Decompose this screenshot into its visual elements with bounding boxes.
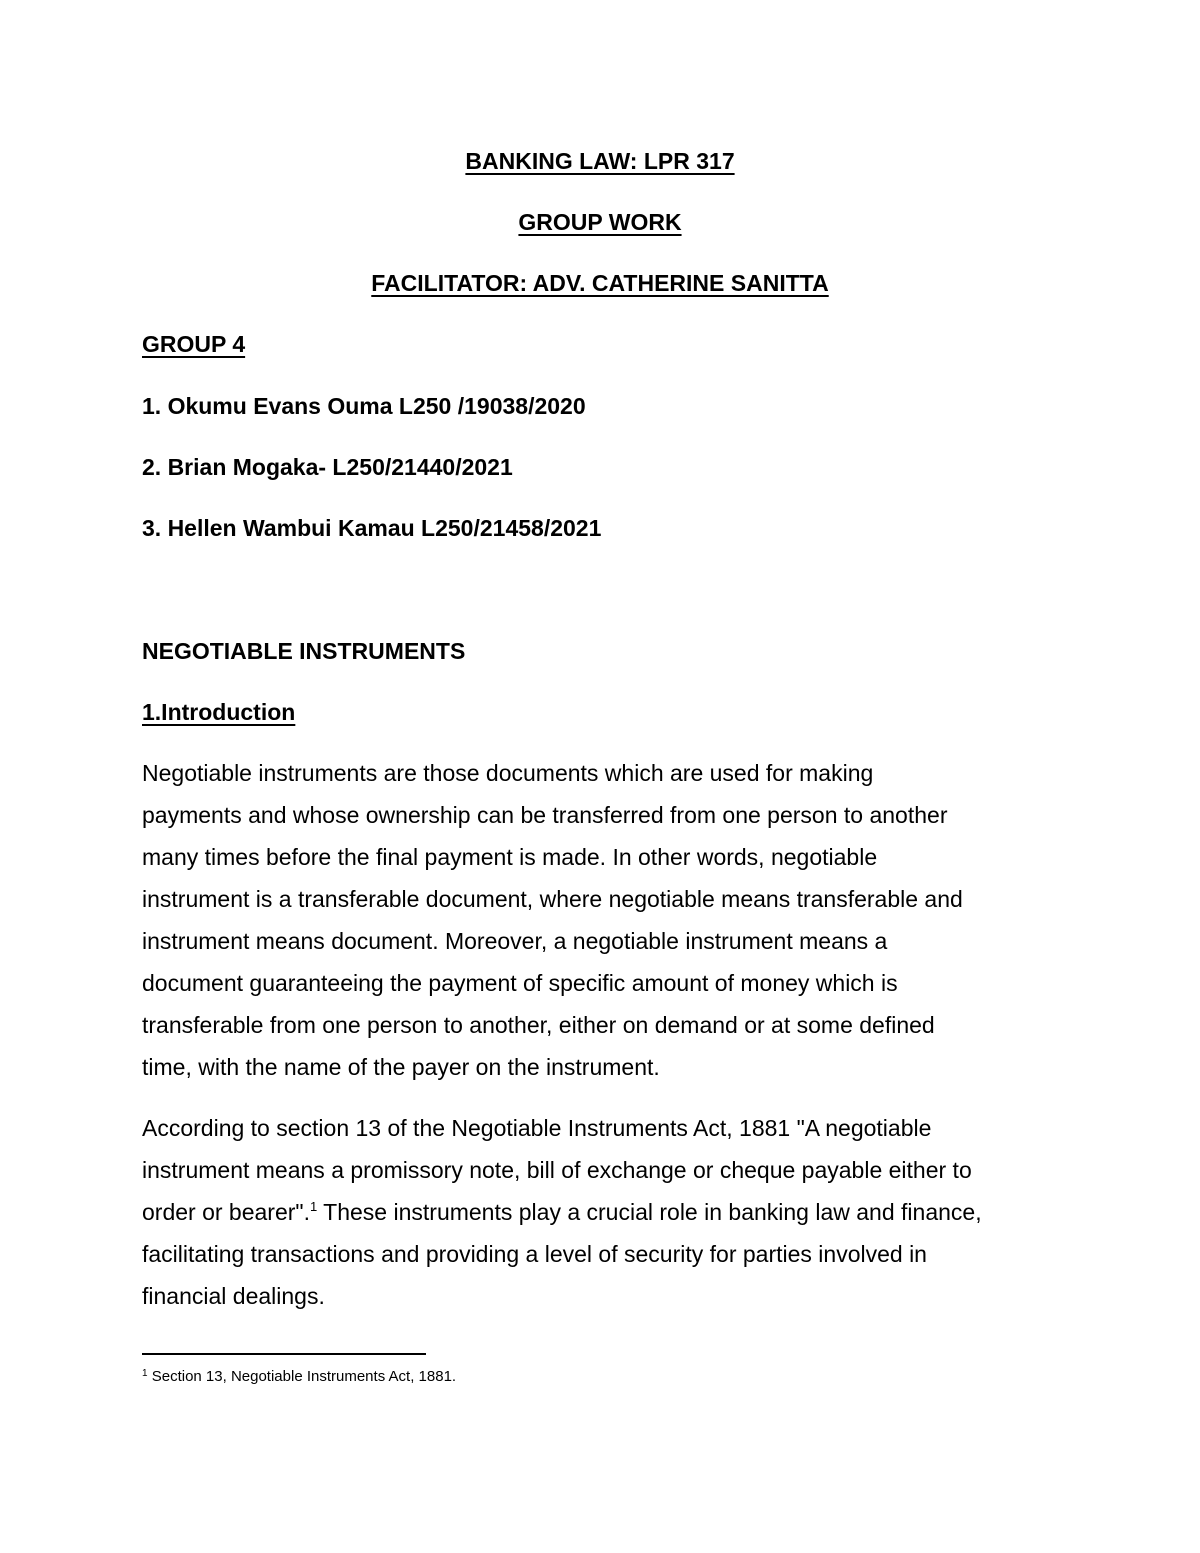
group-member-1: 1. Okumu Evans Ouma L250 /19038/2020 <box>142 393 586 419</box>
paragraph-2-line: According to section 13 of the Negotiable Instruments Act, 1881 "A negotiable <box>142 1115 932 1141</box>
paragraph-1-line: document guaranteeing the payment of specific amount of money which is <box>142 970 898 996</box>
facilitator: FACILITATOR: ADV. CATHERINE SANITTA <box>371 270 829 296</box>
paragraph-1-line: payments and whose ownership can be transferred from one person to another <box>142 802 948 828</box>
group-member-2: 2. Brian Mogaka- L250/21440/2021 <box>142 454 513 480</box>
paragraph-1-line: many times before the final payment is made. In other words, negotiable <box>142 844 878 870</box>
paragraph-1-line: instrument is a transferable document, where negotiable means transferable and <box>142 886 963 912</box>
section-heading: 1.Introduction <box>142 699 296 725</box>
work-type: GROUP WORK <box>518 209 682 235</box>
footnote-reference[interactable]: 1 <box>309 1199 318 1214</box>
footnote-number: 1 <box>142 1368 148 1379</box>
paragraph-1-line: time, with the name of the payer on the instrument. <box>142 1054 660 1080</box>
footnote <box>142 1367 456 1387</box>
group-member-3: 3. Hellen Wambui Kamau L250/21458/2021 <box>142 515 602 541</box>
course-title: BANKING LAW: LPR 317 <box>465 148 735 174</box>
paragraph-1-line: instrument means document. Moreover, a negotiable instrument means a <box>142 928 888 954</box>
footnote-text: Section 13, Negotiable Instruments Act, 1881. <box>147 1368 457 1385</box>
paragraph-2-text: order or bearer". <box>142 1199 310 1225</box>
paragraph-2-text: These instruments play a crucial role in banking law and finance, <box>317 1199 982 1225</box>
paragraph-1-line: Negotiable instruments are those documents which are used for making <box>142 760 874 786</box>
section-title: NEGOTIABLE INSTRUMENTS <box>142 638 466 664</box>
paragraph-2-line <box>142 1197 1062 1227</box>
paragraph-2-line: facilitating transactions and providing a level of security for parties involved in <box>142 1241 927 1267</box>
paragraph-1-line: transferable from one person to another, either on demand or at some defined <box>142 1012 935 1038</box>
group-label: GROUP 4 <box>142 331 246 357</box>
paragraph-2-line: instrument means a promissory note, bill of exchange or cheque payable either to <box>142 1157 972 1183</box>
paragraph-2-line: financial dealings. <box>142 1283 325 1309</box>
footnote-separator <box>142 1353 426 1355</box>
